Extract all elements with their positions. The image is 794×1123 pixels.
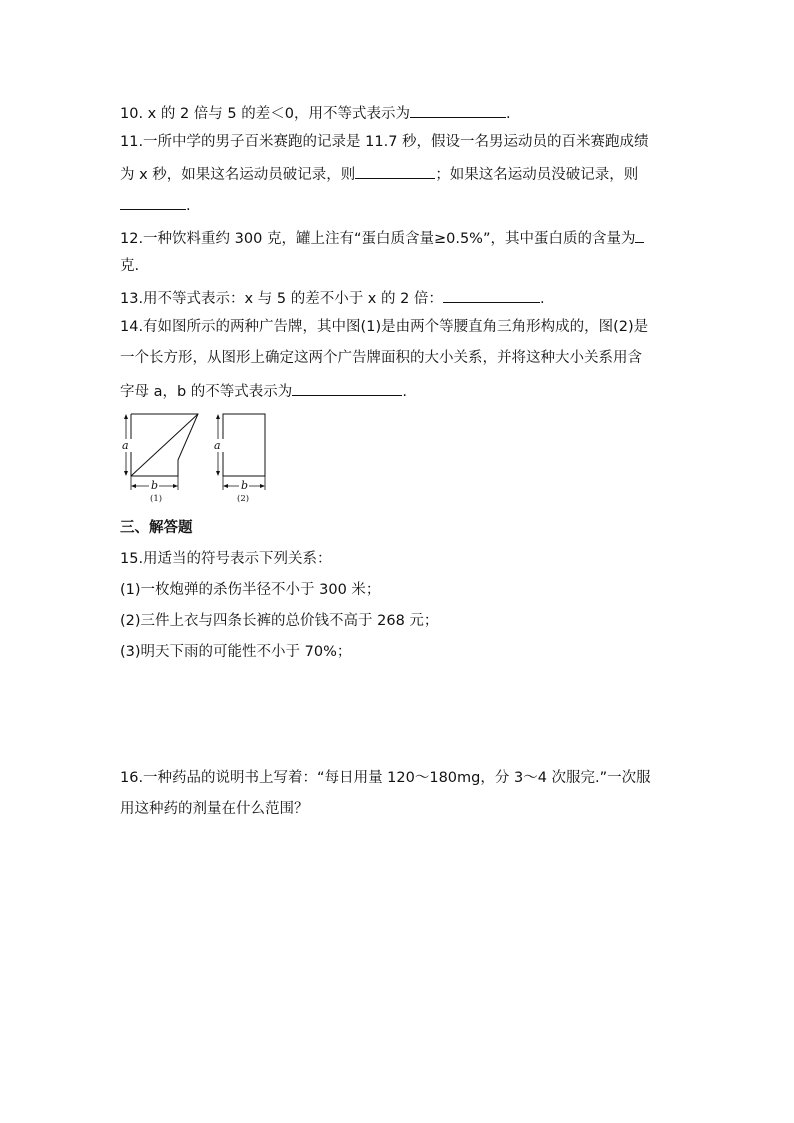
question-14-line-3 (120, 380, 407, 402)
figure-2-caption: (2) (237, 494, 250, 504)
question-12-line-2: 克. (120, 258, 140, 274)
question-14-line-1: 14.有如图所示的两种广告牌，其中图(1)是由两个等腰直角三角形构成的，图(2)是 (120, 319, 649, 335)
question-15-item-1: (1)一枚炮弹的杀伤半径不小于 300 米； (120, 582, 381, 598)
figure-1-diagonal (131, 414, 198, 476)
section-3-heading: 三、解答题 (120, 520, 193, 536)
question-16-line-1: 16.一种药品的说明书上写着：“每日用量 120～180mg，分 3～4 次服完.”一次服 (120, 770, 651, 786)
figure-2-a-arrow-bottom (216, 471, 220, 476)
figure-2-label-b: b (241, 479, 249, 492)
question-12-line-1 (120, 227, 644, 249)
billboard-diagram (118, 408, 278, 508)
figure-1-b-arrow-left (131, 484, 136, 488)
question-10-text: 10. x 的 2 倍与 5 的差＜0，用不等式表示为 (120, 106, 410, 122)
question-15-stem: 15.用适当的符号表示下列关系： (120, 551, 332, 567)
figure-1-caption: (1) (150, 494, 163, 504)
question-14-text: 字母 a，b 的不等式表示为 (120, 384, 293, 400)
figure-1-a-arrow-bottom (124, 471, 128, 476)
answer-blank-11a[interactable] (355, 163, 435, 179)
question-13-text: 13.用不等式表示：x 与 5 的差不小于 x 的 2 倍： (120, 291, 443, 307)
figure-2-label-a: a (214, 439, 221, 452)
question-10 (120, 102, 511, 124)
figure-1-a-arrow-top (124, 414, 128, 419)
billboard-figure (118, 408, 278, 508)
answer-blank-11b[interactable] (120, 194, 186, 210)
question-11-end: . (186, 198, 191, 214)
answer-blank-13[interactable] (443, 287, 540, 303)
figure-1-label-b: b (151, 479, 159, 492)
answer-blank-12[interactable] (635, 227, 644, 243)
figure-2-a-arrow-top (216, 414, 220, 419)
question-11-line-3 (120, 194, 191, 216)
figure-2-rectangle (223, 414, 265, 476)
question-12-text: 12.一种饮料重约 300 克，罐上注有“蛋白质含量≥0.5%”，其中蛋白质的含量为 (120, 231, 636, 247)
figure-1-label-a: a (122, 439, 129, 452)
figure-2-b-arrow-right (260, 484, 265, 488)
question-15-item-2: (2)三件上衣与四条长裤的总价钱不高于 268 元； (120, 613, 439, 629)
figure-1 (120, 414, 198, 504)
answer-blank-14[interactable] (292, 380, 402, 396)
question-11-line-1: 11.一所中学的男子百米赛跑的记录是 11.7 秒，假设一名男运动员的百米赛跑成绩 (120, 134, 649, 150)
question-10-end: . (505, 106, 511, 122)
question-14-end: . (402, 384, 407, 400)
figure-2 (212, 414, 265, 504)
figure-1-b-arrow-right (173, 484, 178, 488)
question-11-text-b: ；如果这名运动员没破记录，则 (435, 167, 639, 183)
question-13 (120, 287, 545, 309)
question-13-end: . (539, 291, 545, 307)
question-16-line-2: 用这种药的剂量在什么范围？ (120, 801, 309, 817)
answer-blank-10[interactable] (410, 102, 506, 118)
figure-2-b-arrow-left (223, 484, 228, 488)
question-11-text-a: 为 x 秒，如果这名运动员破记录，则 (120, 167, 356, 183)
question-14-line-2: 一个长方形，从图形上确定这两个广告牌面积的大小关系，并将这种大小关系用含 (120, 350, 642, 366)
question-11-line-2 (120, 163, 638, 185)
question-15-item-3: (3)明天下雨的可能性不小于 70%； (120, 644, 352, 660)
